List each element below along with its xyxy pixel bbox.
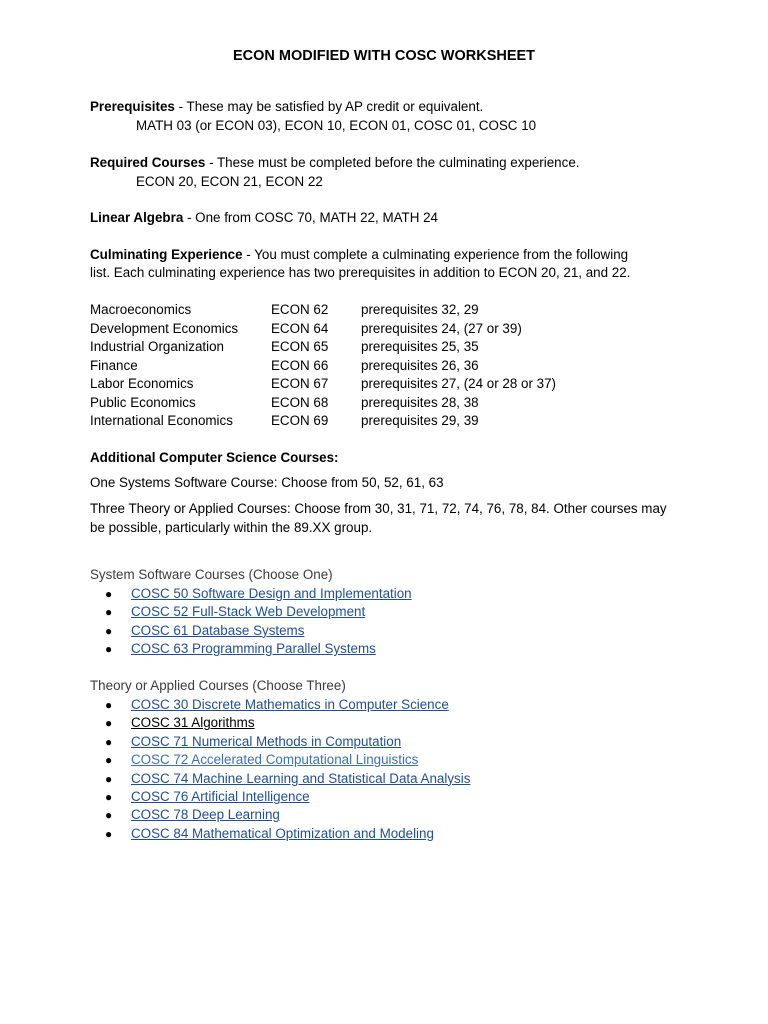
additional-heading <box>90 449 339 467</box>
bullet-icon: ● <box>105 734 113 749</box>
linear-algebra-desc: - One from COSC 70, MATH 22, MATH 24 <box>183 210 438 225</box>
linear-algebra-label: Linear Algebra <box>90 210 184 225</box>
course-prereq: prerequisites 28, 38 <box>361 394 479 410</box>
course-link[interactable]: COSC 74 Machine Learning and Statistical Data Analysis <box>131 770 471 786</box>
course-code: ECON 65 <box>271 339 329 354</box>
bullet-icon: ● <box>105 826 113 841</box>
course-link[interactable]: COSC 30 Discrete Mathematics in Computer Science <box>131 697 449 712</box>
bullet-icon: ● <box>105 771 113 786</box>
bullet-icon: ● <box>105 808 113 823</box>
systems-requirement: One Systems Software Course: Choose from 50, 52, 61, 63 <box>90 475 444 490</box>
culminating-desc-2: list. Each culminating experience has two prerequisites in addition to ECON 20, 21, and 22. <box>90 265 631 280</box>
required-courses: ECON 20, ECON 21, ECON 22 <box>136 174 323 189</box>
course-prereq: prerequisites 32, 29 <box>361 302 479 317</box>
course-code: ECON 64 <box>271 320 329 336</box>
course-prereq: prerequisites 26, 36 <box>361 357 479 373</box>
course-prereq: prerequisites 27, (24 or 28 or 37) <box>361 376 557 391</box>
bullet-icon: ● <box>105 698 113 712</box>
prerequisites-label: Prerequisites <box>90 99 175 114</box>
additional-heading-text: Additional Computer Science Courses: <box>90 450 339 465</box>
course-name: Public Economics <box>90 394 196 410</box>
required-desc: - These must be completed before the culminating experience. <box>205 155 580 170</box>
course-link[interactable]: COSC 61 Database Systems <box>131 622 305 638</box>
bullet-icon: ● <box>105 623 113 638</box>
bullet-icon: ● <box>105 605 113 620</box>
course-code: ECON 66 <box>271 357 329 373</box>
course-code: ECON 68 <box>271 394 329 410</box>
culminating-line <box>90 246 628 264</box>
course-name: Finance <box>90 357 138 373</box>
prerequisites-line <box>90 98 483 116</box>
course-link[interactable]: COSC 78 Deep Learning <box>131 807 280 823</box>
page-title: ECON MODIFIED WITH COSC WORKSHEET <box>232 48 536 64</box>
bullet-icon: ● <box>105 753 113 768</box>
course-name: Labor Economics <box>90 376 194 391</box>
system-section-heading: System Software Courses (Choose One) <box>90 567 333 582</box>
course-code: ECON 67 <box>271 376 329 391</box>
course-code: ECON 62 <box>271 302 329 317</box>
theory-requirement-2: be possible, particularly within the 89.XX group. <box>90 520 373 535</box>
course-link[interactable]: COSC 52 Full-Stack Web Development <box>131 604 366 620</box>
course-name: Development Economics <box>90 320 239 336</box>
course-link[interactable]: COSC 76 Artificial Intelligence <box>131 788 310 804</box>
prerequisites-courses: MATH 03 (or ECON 03), ECON 10, ECON 01, COSC 01, COSC 10 <box>136 118 537 133</box>
required-label: Required Courses <box>90 155 206 170</box>
culminating-desc-1: - You must complete a culminating experience from the following <box>242 247 629 262</box>
course-prereq: prerequisites 24, (27 or 39) <box>361 320 522 336</box>
course-code: ECON 69 <box>271 413 329 428</box>
theory-requirement-1: Three Theory or Applied Courses: Choose from 30, 31, 71, 72, 74, 76, 78, 84. Other courses may <box>90 501 667 516</box>
course-link[interactable]: COSC 50 Software Design and Implementation <box>131 586 412 601</box>
course-name: Industrial Organization <box>90 339 224 354</box>
linear-algebra-line <box>90 209 438 227</box>
bullet-icon: ● <box>105 716 113 731</box>
culminating-label: Culminating Experience <box>90 247 243 262</box>
bullet-icon: ● <box>105 642 113 657</box>
course-link[interactable]: COSC 71 Numerical Methods in Computation <box>131 733 402 749</box>
course-link[interactable]: COSC 72 Accelerated Computational Linguistics <box>131 752 419 768</box>
required-line <box>90 154 580 172</box>
course-link[interactable]: COSC 84 Mathematical Optimization and Modeling <box>131 825 434 841</box>
bullet-icon: ● <box>105 587 113 601</box>
course-link[interactable]: COSC 63 Programming Parallel Systems <box>131 641 376 657</box>
course-name: International Economics <box>90 413 233 428</box>
course-link[interactable]: COSC 31 Algorithms <box>131 715 255 731</box>
bullet-icon: ● <box>105 789 113 804</box>
course-prereq: prerequisites 25, 35 <box>361 339 479 354</box>
course-name: Macroeconomics <box>90 302 192 317</box>
course-prereq: prerequisites 29, 39 <box>361 413 479 428</box>
prerequisites-desc: - These may be satisfied by AP credit or equivalent. <box>174 99 484 114</box>
theory-section-heading: Theory or Applied Courses (Choose Three) <box>90 678 346 693</box>
